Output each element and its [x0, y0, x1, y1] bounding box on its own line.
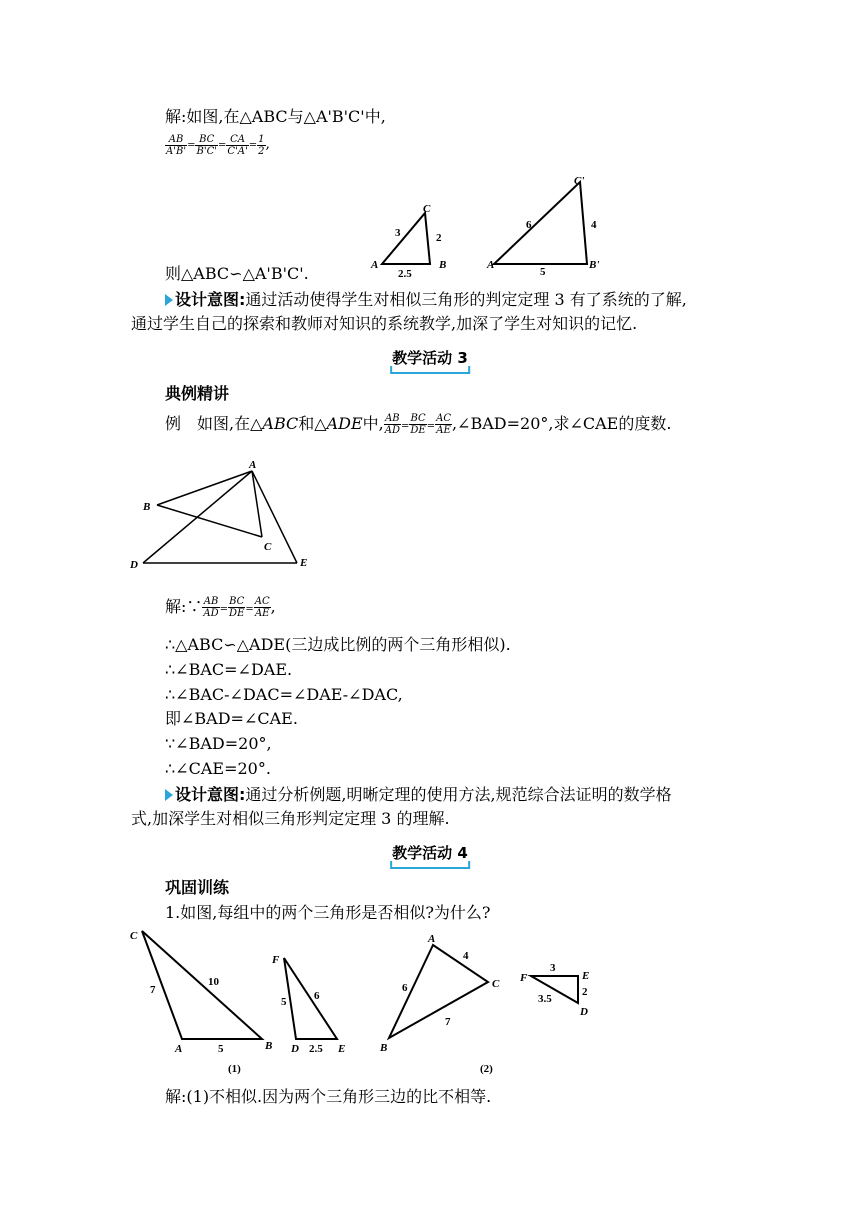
- example-figure: [125, 455, 325, 575]
- design-intent-2: 设计意图:通过分析例题,明晰定理的使用方法,规范综合法证明的数学格: [165, 785, 672, 805]
- solution-intro: 解:如图,在△ABC与△A'B'C'中,: [165, 107, 386, 126]
- activity-3-heading: 教学活动 3: [392, 347, 468, 368]
- ratio-equation-1: $\frac{AB}{A'B'}$ = $\frac{BC}{B'C'}$ = $\frac{CA}{C'A'}$ = $\frac{1}{2}$ ,: [166, 134, 270, 157]
- proof-line-3: ∴∠BAC-∠DAC=∠DAE-∠DAC,: [165, 685, 403, 704]
- practice-question: 1.如图,每组中的两个三角形是否相似?为什么?: [165, 903, 491, 922]
- label-e: E: [582, 970, 590, 982]
- side-bc: 7: [445, 1016, 451, 1028]
- caption-1: (1): [228, 1063, 241, 1075]
- side-de: 2.5: [309, 1043, 323, 1055]
- subheading-practice: 巩固训练: [165, 878, 230, 897]
- side-ca: 7: [150, 984, 156, 996]
- label-c: C: [130, 930, 138, 942]
- side-ab: 6: [402, 982, 408, 994]
- fraction: $\frac{AC}{AE}$: [254, 596, 270, 619]
- label-b-prime: B': [589, 259, 600, 271]
- label-c-prime: C': [574, 175, 585, 187]
- side-fd: 3.5: [538, 993, 552, 1005]
- figure-group-1: [120, 925, 360, 1080]
- label-c: C: [264, 541, 272, 553]
- fraction: $\frac{1}{2}$: [258, 134, 265, 157]
- fraction: $\frac{AC}{AE}$: [436, 413, 451, 436]
- side-fe: 6: [314, 990, 320, 1002]
- triangle-cab: [142, 931, 262, 1039]
- side-cb: 10: [208, 976, 219, 988]
- fraction: $\frac{AB}{AD}$: [203, 596, 219, 619]
- label-d: D: [580, 1006, 588, 1018]
- fraction: $\frac{CA}{C'A'}$: [227, 134, 248, 157]
- design-intent-1: 设计意图:通过活动使得学生对相似三角形的判定定理 3 有了系统的了解,: [165, 290, 687, 310]
- label-a: A: [249, 459, 257, 471]
- label-c: C: [492, 978, 500, 990]
- fraction: $\frac{BC}{DE}$: [229, 596, 245, 619]
- triangle-marker-icon: [165, 789, 173, 801]
- triangle-a-prime: [494, 182, 587, 264]
- side-bc: 2: [436, 232, 442, 244]
- label-a: A: [371, 259, 379, 271]
- triangle-marker-icon: [165, 294, 173, 306]
- side-ed: 2: [582, 986, 588, 998]
- proof-line-1: ∴△ABC∽△ADE(三边成比例的两个三角形相似).: [165, 635, 511, 654]
- subheading-examples: 典例精讲: [165, 384, 230, 403]
- label-f: F: [520, 972, 528, 984]
- label-b: B: [265, 1040, 273, 1052]
- figure-group-2: [370, 925, 610, 1080]
- label-a-prime: A': [487, 259, 498, 271]
- example-statement: 例 如图,在△ABC和△ADE中, $\frac{AB}{AD}$ = $\frac{BC}{DE}$ = $\frac{AC}{AE}$ ,∠BAD=20°,求∠CAE的度数.: [165, 413, 672, 436]
- proof-line-4: 即∠BAD=∠CAE.: [165, 709, 298, 728]
- side-ab: 2.5: [398, 268, 412, 280]
- side-fd: 5: [281, 996, 287, 1008]
- proof-line-2: ∴∠BAC=∠DAE.: [165, 660, 293, 679]
- proof-line-6: ∴∠CAE=20°.: [165, 759, 271, 778]
- heading-underline: [390, 372, 470, 374]
- heading-underline: [390, 867, 470, 869]
- label-c: C: [423, 203, 431, 215]
- label-b: B: [380, 1042, 388, 1054]
- label-e: E: [338, 1043, 346, 1055]
- fraction: $\frac{AB}{AD}$: [384, 413, 400, 436]
- fraction: $\frac{AB}{A'B'}$: [166, 134, 187, 157]
- design-intent-2-cont: 式,加深学生对相似三角形判定定理 3 的理解.: [131, 809, 450, 828]
- side-ca: 3: [395, 227, 401, 239]
- answer-line: 解:(1)不相似.因为两个三角形三边的比不相等.: [165, 1087, 492, 1106]
- activity-4-heading: 教学活动 4: [392, 842, 468, 863]
- label-a: A: [428, 933, 436, 945]
- label-d: D: [291, 1043, 299, 1055]
- label-b: B: [439, 259, 447, 271]
- side-ac: 4: [463, 950, 469, 962]
- label-e: E: [300, 557, 308, 569]
- caption-2: (2): [480, 1063, 493, 1075]
- label-f: F: [272, 954, 280, 966]
- triangle-abc: [382, 213, 430, 264]
- fraction: $\frac{BC}{DE}$: [410, 413, 426, 436]
- conclusion-line: 则△ABC∽△A'B'C'.: [165, 264, 309, 283]
- side-b-c-prime: 4: [591, 219, 597, 231]
- side-ab: 5: [218, 1043, 224, 1055]
- side-a-b-prime: 5: [540, 266, 546, 278]
- triangle-fde: [284, 958, 337, 1039]
- similar-triangles-figure: [360, 170, 620, 280]
- design-intent-1-cont: 通过学生自己的探索和教师对知识的系统教学,加深了学生对知识的记忆.: [131, 314, 638, 333]
- side-fe: 3: [550, 962, 556, 974]
- label-b: B: [143, 501, 151, 513]
- fraction: $\frac{BC}{B'C'}$: [196, 134, 217, 157]
- solution-ratio: 解:∵ $\frac{AB}{AD}$ = $\frac{BC}{DE}$ = $\frac{AC}{AE}$ ,: [165, 596, 276, 619]
- label-a: A: [175, 1043, 183, 1055]
- proof-line-5: ∵∠BAD=20°,: [165, 734, 272, 753]
- side-c-a-prime: 6: [526, 219, 532, 231]
- label-d: D: [130, 559, 138, 571]
